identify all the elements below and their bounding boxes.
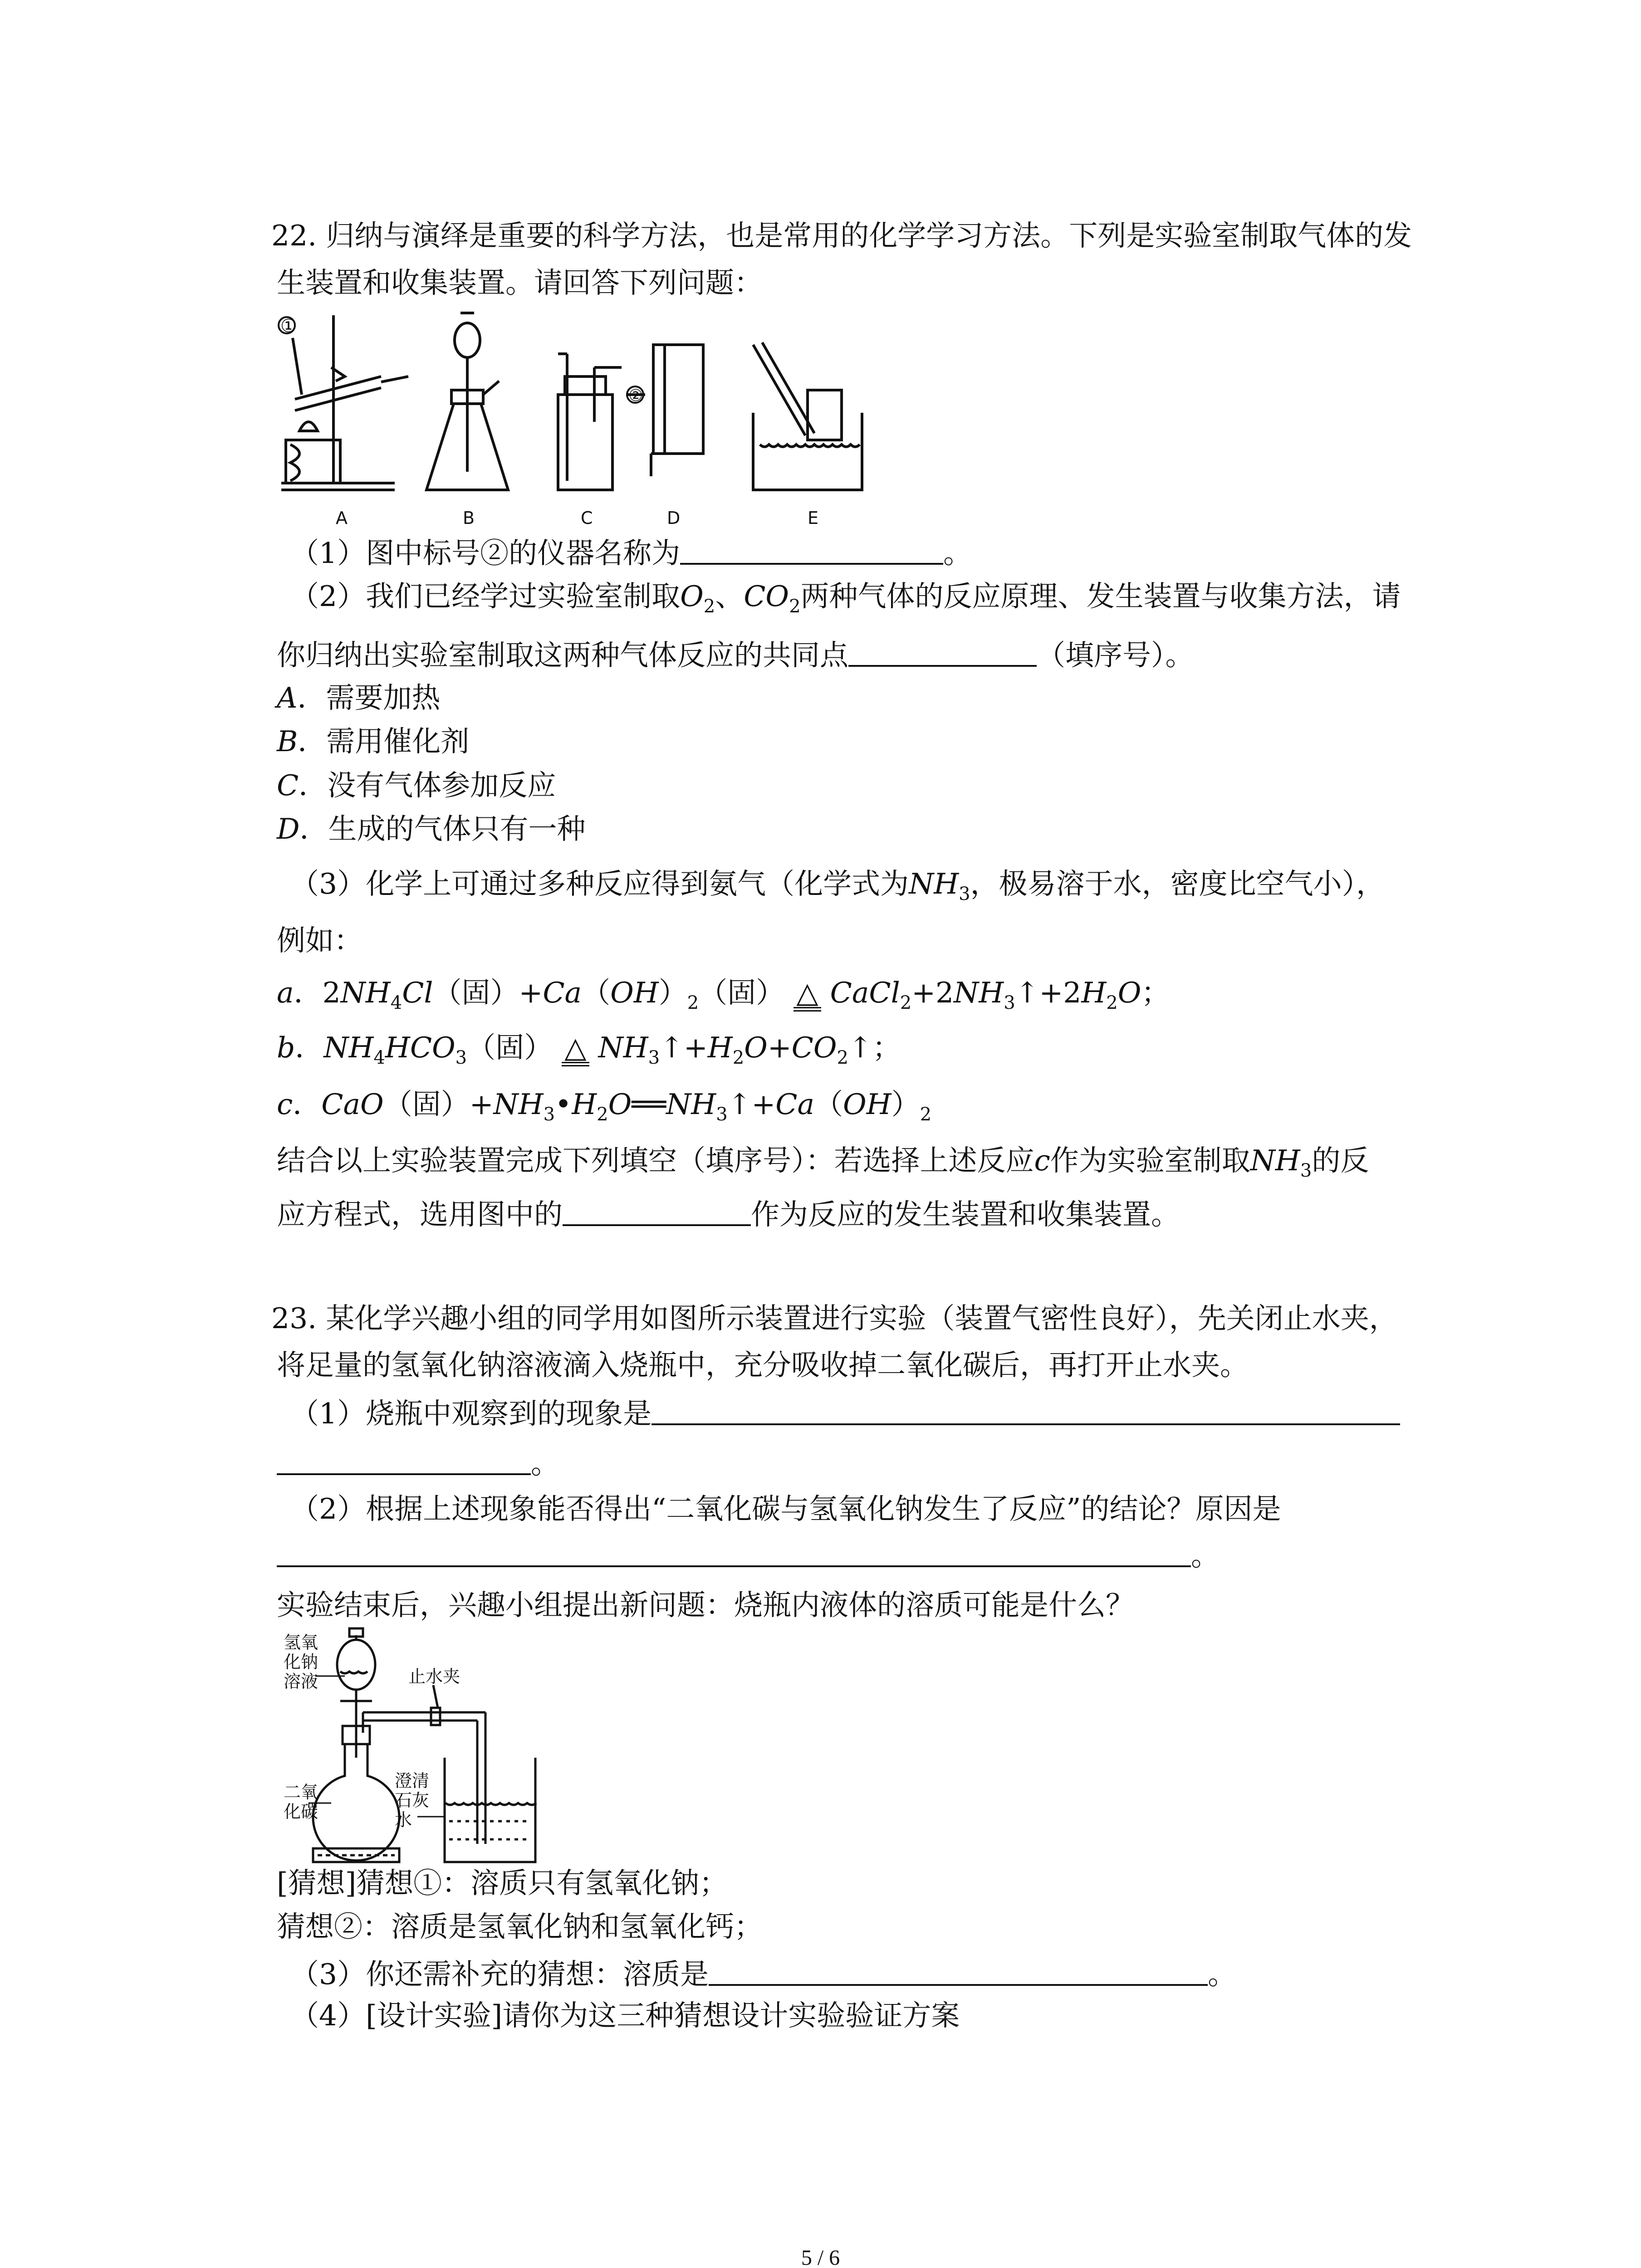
- heat-delta-symbol: △: [794, 978, 821, 1012]
- page-number: 5 / 6: [801, 2246, 840, 2268]
- q23-answer-blank-2[interactable]: [277, 1540, 1191, 1567]
- q22-part2-line2: 你归纳出实验室制取这两种气体反应的共同点 （填序号）。: [277, 639, 1194, 672]
- q23-answer-blank-3[interactable]: [709, 1959, 1208, 1986]
- equation-b: b．$NH_4HCO_3$（固） △ $NH_3↑+H_2O+CO_2↑$；: [277, 1031, 901, 1068]
- apparatus-b: [426, 313, 508, 490]
- q23-part4: （4）[设计实验]请你为这三种猜想设计实验验证方案: [290, 1999, 960, 2032]
- q23-after-text: 实验结束后，兴趣小组提出新问题：烧瓶内液体的溶质可能是什么？: [277, 1589, 1134, 1622]
- q23-guess-2: 猜想②：溶质是氢氧化钠和氢氧化钙；: [277, 1910, 763, 1943]
- apparatus-c: [558, 354, 622, 490]
- label-co2-1: 二氧: [284, 1782, 318, 1802]
- q23-guess-1: [猜想]猜想①：溶质只有氢氧化钠；: [277, 1867, 728, 1900]
- label-limewater-1: 澄清: [395, 1771, 430, 1791]
- q22-part3-line2: 例如：: [277, 924, 362, 957]
- q22-answer-blank-2[interactable]: [848, 640, 1037, 667]
- mark-1-label: ①: [280, 316, 297, 337]
- label-limewater-3: 水: [395, 1810, 412, 1830]
- q22-stem-line2: 生装置和收集装置。请回答下列问题：: [277, 266, 763, 299]
- q22-part2-line1: （2）我们已经学过实验室制取$O_2$、$CO_2$两种气体的反应原理、发生装置与收集方法，请: [290, 580, 1401, 617]
- q22-option-a: A．需要加热: [277, 681, 441, 714]
- fig-label-c: C: [581, 508, 593, 528]
- q23-part1-cont: 。: [277, 1448, 559, 1478]
- flask-figure: [281, 1622, 631, 1867]
- q22-part1: （1）图中标号②的仪器名称为 。: [290, 537, 972, 570]
- q22-option-d: D．生成的气体只有一种: [277, 812, 586, 846]
- q23-part3: （3）你还需补充的猜想：溶质是 。: [290, 1958, 1237, 1991]
- equation-c: c．CaO（固）$+NH_3•H_2O══NH_3↑+Ca(OH)_2$: [277, 1088, 932, 1125]
- fig-label-e: E: [808, 508, 819, 528]
- q22-answer-blank-1[interactable]: [680, 538, 943, 565]
- q23-stem-line1: 23. 某化学兴趣小组的同学用如图所示装置进行实验（装置气密性良好），先关闭止水夹，: [271, 1302, 1398, 1335]
- q22-answer-blank-3[interactable]: [563, 1199, 751, 1226]
- label-co2-2: 化碳: [284, 1802, 318, 1822]
- mark-2-label: ②: [628, 386, 643, 405]
- apparatus-d: [626, 345, 703, 476]
- fig-label-b: B: [463, 508, 475, 528]
- fig-label-d: D: [667, 508, 681, 528]
- q22-stem-line1: 22. 归纳与演绎是重要的科学方法，也是常用的化学学习方法。下列是实验室制取气体的发: [271, 219, 1412, 252]
- q23-part2-cont: 。: [277, 1540, 1220, 1570]
- q23-part2: （2）根据上述现象能否得出“二氧化碳与氢氧化钠发生了反应”的结论？原因是: [290, 1492, 1281, 1525]
- label-water-clamp: 止水夹: [408, 1667, 460, 1686]
- label-naoh-3: 溶液: [284, 1672, 318, 1691]
- q22-part3-line7: 应方程式，选用图中的 作为反应的发生装置和收集装置。: [277, 1198, 1180, 1231]
- label-limewater-2: 石灰: [395, 1790, 430, 1810]
- q23-part1: （1）烧瓶中观察到的现象是: [290, 1398, 1400, 1428]
- label-naoh-2: 化钠: [284, 1652, 318, 1672]
- q23-answer-blank-1a[interactable]: [652, 1398, 1400, 1425]
- q22-part3-line1: （3）化学上可通过多种反应得到氨气（化学式为$NH_3$，极易溶于水，密度比空气小），: [290, 867, 1385, 904]
- q22-option-b: B．需用催化剂: [277, 725, 470, 758]
- heat-delta-symbol: △: [562, 1033, 589, 1066]
- label-naoh-1: 氢氧: [284, 1633, 318, 1652]
- fig-label-a: A: [336, 508, 348, 528]
- apparatus-figure: [277, 308, 880, 528]
- apparatus-e: [753, 342, 862, 490]
- q22-part3-line6: 结合以上实验装置完成下列填空（填序号）：若选择上述反应c作为实验室制取$NH_3$的反: [277, 1144, 1369, 1181]
- q22-option-c: C．没有气体参加反应: [277, 769, 556, 802]
- q23-stem-line2: 将足量的氢氧化钠溶液滴入烧瓶中，充分吸收掉二氧化碳后，再打开止水夹。: [277, 1349, 1249, 1382]
- q23-answer-blank-1b[interactable]: [277, 1448, 531, 1475]
- apparatus-a: [281, 315, 408, 490]
- equation-a: a．$2NH_4Cl$（固）$+Ca(OH)_2$（固） △ $CaCl_2+2NH_3↑+2H_2O$；: [277, 976, 1170, 1013]
